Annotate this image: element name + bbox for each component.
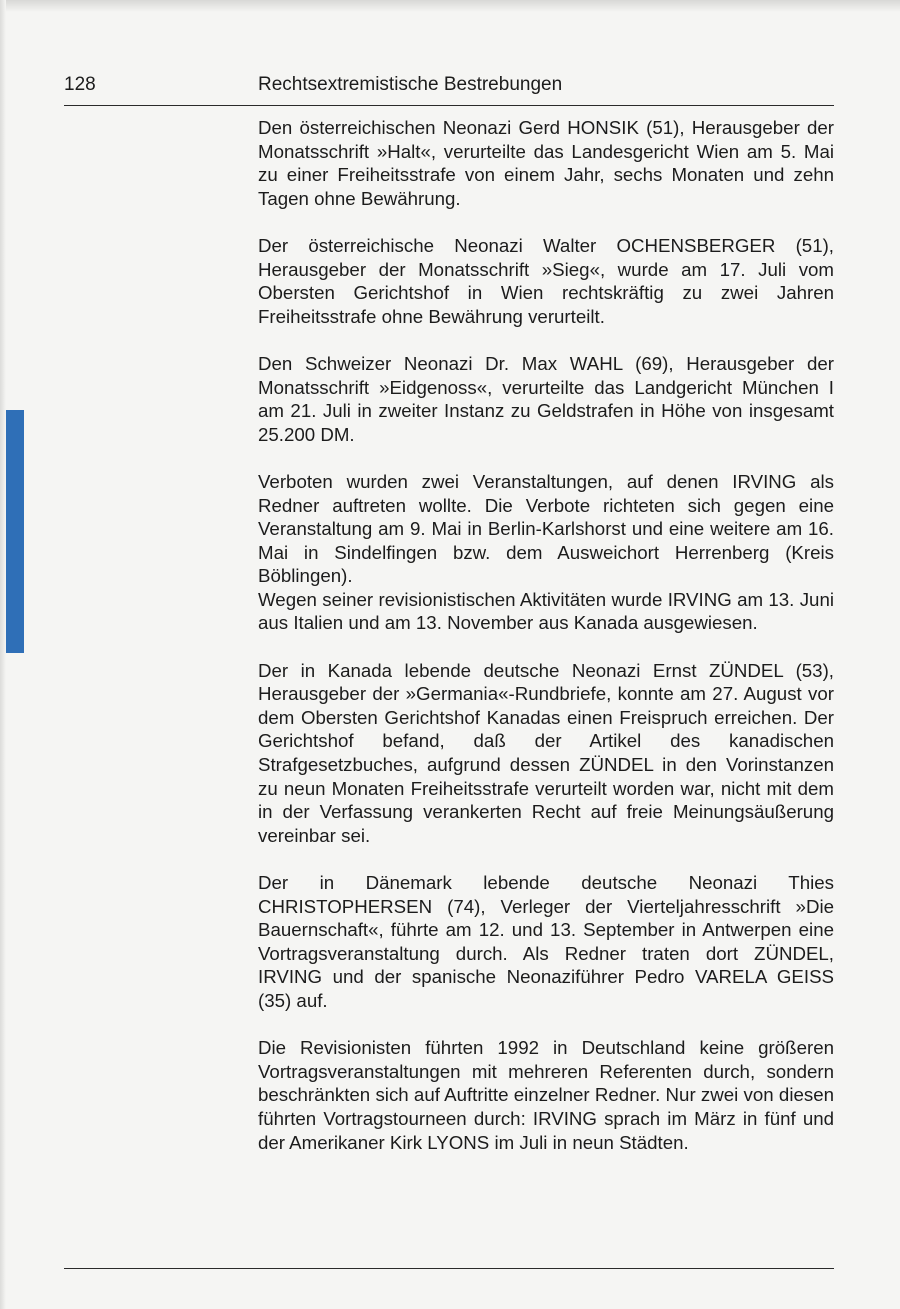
- page-header: [64, 70, 834, 102]
- paragraph-ochensberger: Der österreichische Neonazi Walter OCHENSBERGER (51), Herausgeber der Monatsschrift »Sieg«, wurde am 17. Juli vom Obersten Gerichtshof in Wien rechtskräftig zu zwei Jahren Freiheitsstrafe ohne Bewährung verurteilt.: [258, 234, 834, 327]
- body-text: [258, 116, 834, 1154]
- page-number: 128: [64, 74, 96, 95]
- footer-rule: [64, 1268, 834, 1269]
- scan-left-shadow: [0, 0, 6, 1309]
- margin-marker-tab: [6, 410, 24, 653]
- paragraph-wahl: Den Schweizer Neonazi Dr. Max WAHL (69), Herausgeber der Monatsschrift »Eidgenoss«, verurteilte das Landgericht München I am 21. Juli in zweiter Instanz zu Geldstrafen in Höhe von insgesamt 25.200 DM.: [258, 352, 834, 445]
- running-head: Rechtsextremistische Bestrebungen: [258, 74, 563, 95]
- paragraph-irving-ausweisung: Wegen seiner revisionistischen Aktivitäten wurde IRVING am 13. Juni aus Italien und am 13. November aus Kanada ausgewiesen.: [258, 588, 834, 634]
- scan-top-edge: [0, 0, 900, 12]
- header-rule: [64, 105, 834, 106]
- paragraph-zuendel: Der in Kanada lebende deutsche Neonazi Ernst ZÜNDEL (53), Herausgeber der »Germania«-Rundbriefe, konnte am 27. August vor dem Obersten Gerichtshof Kanadas einen Freispruch erreichen. Der Gerichtshof befand, daß der Artikel des kanadischen Strafgesetzbuches, aufgrund dessen ZÜNDEL in den Vorinstanzen zu neun Monaten Freiheitsstrafe verurteilt worden war, nicht mit dem in der Verfassung verankerten Recht auf freie Meinungsäußerung vereinbar sei.: [258, 659, 834, 846]
- paragraph-honsik: Den österreichischen Neonazi Gerd HONSIK (51), Herausgeber der Monatsschrift »Halt«, verurteilte das Landesgericht Wien am 5. Mai zu einer Freiheitsstrafe von einem Jahr, sechs Monaten und zehn Tagen ohne Bewährung.: [258, 117, 834, 209]
- paragraph-irving-verbote: Verboten wurden zwei Veranstaltungen, auf denen IRVING als Redner auftreten wollte. Die Verbote richteten sich gegen eine Veranstaltung am 9. Mai in Berlin-Karlshorst und eine weitere am 16. Mai in Sindelfingen bzw. dem Ausweichort Herrenberg (Kreis Böblingen).: [258, 470, 834, 587]
- paragraph-christophersen: Der in Dänemark lebende deutsche Neonazi Thies CHRISTOPHERSEN (74), Verleger der Vierteljahresschrift »Die Bauernschaft«, führte am 12. und 13. September in Antwerpen eine Vortragsveranstaltung durch. Als Redner traten dort ZÜNDEL, IRVING und der spanische Neonaziführer Pedro VARELA GEISS (35) auf.: [258, 872, 834, 1011]
- paragraph-revisionisten: Die Revisionisten führten 1992 in Deutschland keine größeren Vortragsveranstaltungen mit mehreren Referenten durch, sondern beschränkten sich auf Auftritte einzelner Redner. Nur zwei von diesen führten Vortragstourneen durch: IRVING sprach im März in fünf und der Amerikaner Kirk LYONS im Juli in neun Städten.: [258, 1037, 834, 1153]
